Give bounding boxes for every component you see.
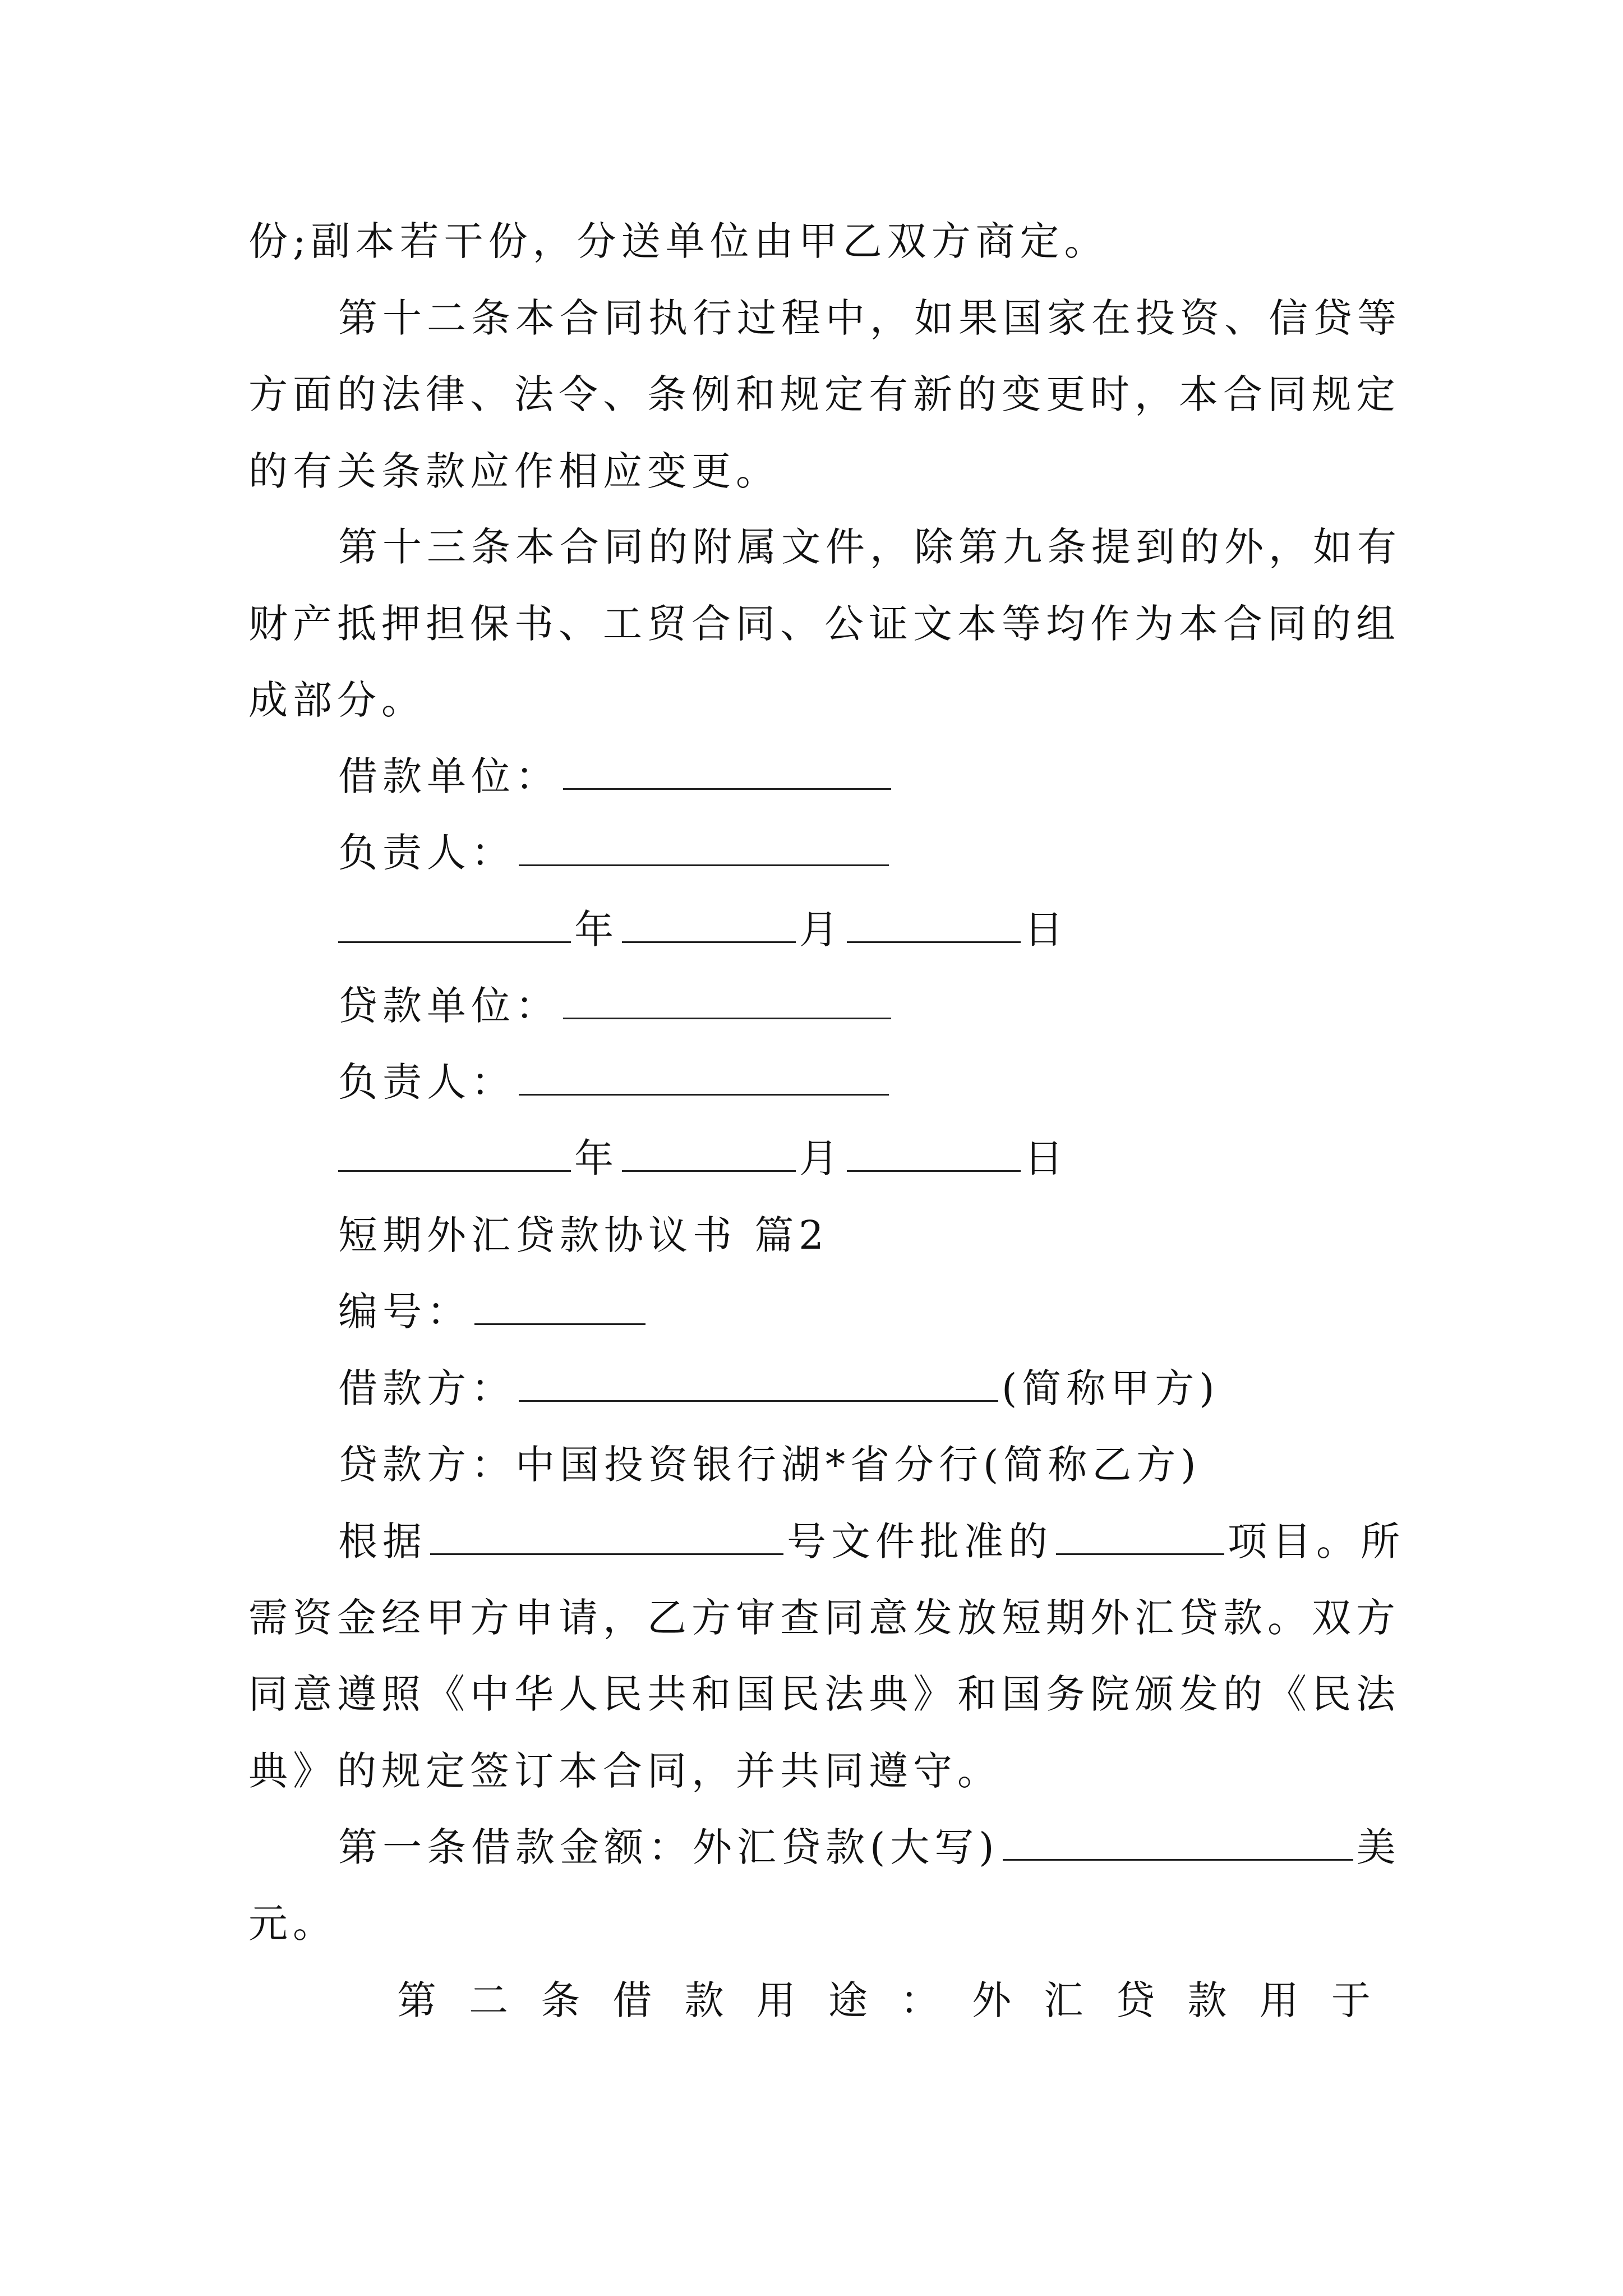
article2-char: ： [900,1977,944,2023]
article2-char: 汇 [1044,1977,1089,2023]
article1-start: 第一条借款金额：外汇贷款(大写) [338,1824,999,1870]
number-label: 编号： [338,1289,471,1335]
lender-head-blank[interactable] [519,1061,889,1096]
section-title: 短期外汇贷款协议书 篇2 [338,1212,829,1258]
paragraph-line: 第十二条本合同执行过程中，如果国家在投资、信贷等 [338,295,1401,341]
paragraph-line: 方面的法律、法令、条例和规定有新的变更时，本合同规定 [248,371,1400,417]
borrower-unit-line [338,751,895,802]
article2-line [248,1975,1376,2026]
borrower-head-line [338,827,892,878]
article2-char: 于 [1331,1977,1376,2023]
borrower-unit-blank[interactable] [563,756,891,790]
paragraph-line: 同意遵照《中华人民共和国民法典》和国务院颁发的《民法 [248,1671,1400,1717]
borrower-head-blank[interactable] [519,832,889,866]
paragraph-line: 需资金经甲方申请，乙方审查同意发放短期外汇贷款。双方 [248,1595,1400,1641]
paragraph-line: 成部分。 [248,677,426,723]
year-label: 年 [574,1135,619,1181]
article2-char: 条 [541,1977,585,2023]
basis-line [338,1516,1405,1567]
borrower-party-label: 借款方： [338,1365,515,1411]
article2-char: 第 [397,1977,441,2023]
year-blank[interactable] [338,1138,571,1172]
article2-char: 用 [756,1977,801,2023]
borrower-party-blank[interactable] [519,1368,998,1402]
lender-party-line: 贷款方：中国投资银行湖*省分行(简称乙方) [338,1442,1201,1488]
article2-char: 二 [469,1977,514,2023]
day-blank[interactable] [847,1138,1021,1172]
borrower-party-line [338,1363,1220,1414]
lender-head-label: 负责人： [338,1059,515,1105]
number-blank[interactable] [474,1291,645,1325]
article1-end: 美 [1356,1824,1401,1870]
lender-unit-label: 贷款单位： [338,983,560,1029]
paragraph-line: 典》的规定签订本合同，并共同遵守。 [248,1748,1002,1794]
day-label: 日 [1024,907,1068,953]
basis-start: 根据 [338,1519,427,1565]
paragraph-line: 财产抵押担保书、工贸合同、公证文本等均作为本合同的组 [248,601,1400,647]
lender-unit-line [338,981,895,1031]
borrower-unit-label: 借款单位： [338,753,560,799]
basis-end: 项目。所 [1228,1519,1405,1565]
day-blank[interactable] [847,909,1021,943]
month-label: 月 [799,1135,843,1181]
lender-date-line [338,1133,1068,1184]
article2-char: 途 [828,1977,873,2023]
document-number-blank[interactable] [430,1521,783,1555]
loan-amount-blank[interactable] [1003,1826,1353,1861]
article2-char: 外 [972,1977,1017,2023]
borrower-date-line [338,904,1068,955]
month-blank[interactable] [622,909,796,943]
article2-char: 用 [1259,1977,1304,2023]
day-label: 日 [1024,1135,1068,1181]
paragraph-line: 元。 [248,1901,337,1947]
borrower-head-label: 负责人： [338,830,515,876]
project-blank[interactable] [1056,1521,1224,1555]
article2-char: 款 [684,1977,729,2023]
month-label: 月 [799,907,843,953]
article2-char: 贷 [1115,1977,1160,2023]
basis-mid: 号文件批准的 [787,1519,1053,1565]
article1-line [338,1822,1401,1872]
paragraph-line: 第十三条本合同的附属文件，除第九条提到的外，如有 [338,524,1401,570]
month-blank[interactable] [622,1138,796,1172]
paragraph-line: 的有关条款应作相应变更。 [248,448,780,494]
lender-head-line [338,1057,892,1107]
year-label: 年 [574,907,619,953]
contract-number-line [338,1286,649,1337]
year-blank[interactable] [338,909,571,943]
borrower-party-suffix: (简称甲方) [1002,1365,1220,1411]
article2-char: 款 [1187,1977,1232,2023]
lender-unit-blank[interactable] [563,985,891,1019]
article2-char: 借 [612,1977,657,2023]
paragraph-line: 份;副本若干份，分送单位由甲乙双方商定。 [248,218,1109,264]
